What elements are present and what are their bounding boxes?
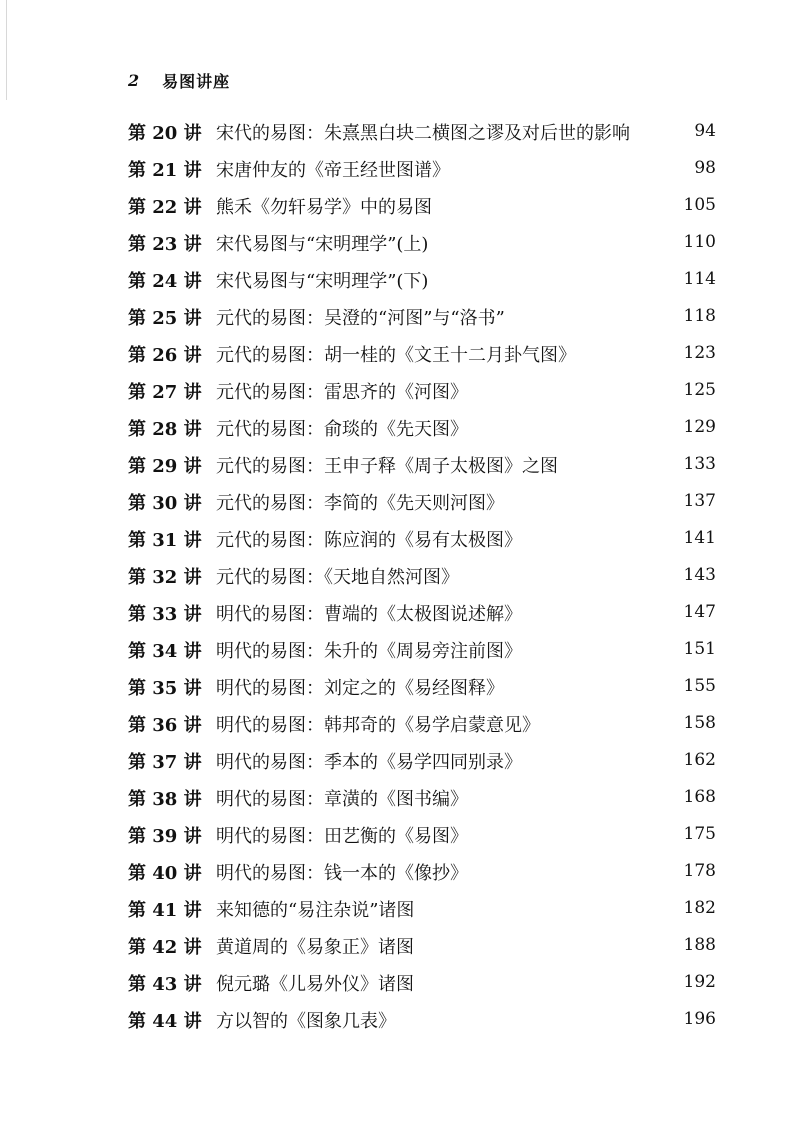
toc-entry <box>128 631 718 668</box>
lecture-page-number: 125 <box>683 380 716 400</box>
lecture-page-number: 123 <box>683 343 716 363</box>
lecture-number: 第 39 讲 <box>128 825 202 847</box>
toc-entry <box>128 520 718 557</box>
toc-entry <box>128 779 718 816</box>
toc-entry <box>128 668 718 705</box>
toc-entry <box>128 927 718 964</box>
lecture-title: 明代的易图：韩邦奇的《易学启蒙意见》 <box>216 714 540 736</box>
lecture-page-number: 98 <box>694 158 716 178</box>
lecture-page-number: 155 <box>683 676 716 696</box>
lecture-page-number: 118 <box>683 306 716 326</box>
lecture-title: 元代的易图：李简的《先天则河图》 <box>216 492 504 514</box>
toc-entry <box>128 446 718 483</box>
lecture-page-number: 168 <box>683 787 716 807</box>
lecture-page-number: 110 <box>683 232 716 252</box>
lecture-title: 倪元璐《儿易外仪》诸图 <box>216 973 414 995</box>
lecture-page-number: 137 <box>683 491 716 511</box>
lecture-title: 元代的易图：俞琰的《先天图》 <box>216 418 468 440</box>
lecture-number: 第 25 讲 <box>128 307 202 329</box>
lecture-title: 元代的易图：《天地自然河图》 <box>216 566 459 588</box>
lecture-title: 元代的易图：陈应润的《易有太极图》 <box>216 529 522 551</box>
lecture-page-number: 158 <box>683 713 716 733</box>
toc-entry <box>128 335 718 372</box>
lecture-title: 明代的易图：田艺衡的《易图》 <box>216 825 468 847</box>
toc-entry <box>128 594 718 631</box>
toc-entry <box>128 705 718 742</box>
lecture-number: 第 36 讲 <box>128 714 202 736</box>
toc-entry <box>128 853 718 890</box>
toc-entry <box>128 150 718 187</box>
lecture-number: 第 30 讲 <box>128 492 202 514</box>
toc-entry <box>128 890 718 927</box>
lecture-page-number: 114 <box>683 269 716 289</box>
toc-entry <box>128 298 718 335</box>
lecture-number: 第 26 讲 <box>128 344 202 366</box>
toc-entry <box>128 742 718 779</box>
lecture-page-number: 182 <box>683 898 716 918</box>
lecture-title: 宋唐仲友的《帝王经世图谱》 <box>216 159 450 181</box>
scan-edge-line <box>6 0 7 100</box>
lecture-title: 宋代的易图：朱熹黑白块二横图之谬及对后世的影响 <box>216 122 630 144</box>
lecture-title: 元代的易图：胡一桂的《文王十二月卦气图》 <box>216 344 576 366</box>
lecture-page-number: 188 <box>683 935 716 955</box>
lecture-number: 第 29 讲 <box>128 455 202 477</box>
toc-entry <box>128 964 718 1001</box>
lecture-title: 明代的易图：钱一本的《像抄》 <box>216 862 468 884</box>
lecture-title: 元代的易图：雷思齐的《河图》 <box>216 381 468 403</box>
header-page-number: 2 <box>128 70 141 90</box>
lecture-title: 明代的易图：曹端的《太极图说述解》 <box>216 603 522 625</box>
lecture-page-number: 192 <box>683 972 716 992</box>
lecture-page-number: 133 <box>683 454 716 474</box>
lecture-page-number: 94 <box>694 121 716 141</box>
toc-entry <box>128 224 718 261</box>
toc-entry <box>128 187 718 224</box>
toc-entry <box>128 483 718 520</box>
lecture-number: 第 28 讲 <box>128 418 202 440</box>
lecture-page-number: 178 <box>683 861 716 881</box>
lecture-number: 第 24 讲 <box>128 270 202 292</box>
lecture-title: 元代的易图：吴澄的“河图”与“洛书” <box>216 307 505 329</box>
toc-entry <box>128 1001 718 1038</box>
lecture-number: 第 40 讲 <box>128 862 202 884</box>
header-book-title: 易图讲座 <box>162 71 231 91</box>
lecture-title: 明代的易图：季本的《易学四同别录》 <box>216 751 522 773</box>
lecture-page-number: 151 <box>683 639 716 659</box>
lecture-page-number: 105 <box>683 195 716 215</box>
lecture-page-number: 141 <box>683 528 716 548</box>
lecture-number: 第 20 讲 <box>128 122 202 144</box>
lecture-title: 来知德的“易注杂说”诸图 <box>216 899 415 921</box>
lecture-page-number: 175 <box>683 824 716 844</box>
lecture-page-number: 129 <box>683 417 716 437</box>
lecture-number: 第 27 讲 <box>128 381 202 403</box>
lecture-number: 第 37 讲 <box>128 751 202 773</box>
toc-entry <box>128 409 718 446</box>
lecture-number: 第 43 讲 <box>128 973 202 995</box>
lecture-number: 第 21 讲 <box>128 159 202 181</box>
lecture-title: 方以智的《图象几表》 <box>216 1010 396 1032</box>
lecture-number: 第 41 讲 <box>128 899 202 921</box>
lecture-number: 第 33 讲 <box>128 603 202 625</box>
lecture-page-number: 143 <box>683 565 716 585</box>
toc-entry <box>128 557 718 594</box>
lecture-number: 第 44 讲 <box>128 1010 202 1032</box>
lecture-title: 明代的易图：朱升的《周易旁注前图》 <box>216 640 522 662</box>
toc-entry <box>128 372 718 409</box>
lecture-number: 第 23 讲 <box>128 233 202 255</box>
lecture-number: 第 32 讲 <box>128 566 202 588</box>
toc-entry <box>128 113 718 150</box>
lecture-number: 第 31 讲 <box>128 529 202 551</box>
lecture-page-number: 147 <box>683 602 716 622</box>
lecture-number: 第 38 讲 <box>128 788 202 810</box>
lecture-title: 宋代易图与“宋明理学”(上) <box>216 233 429 255</box>
lecture-page-number: 196 <box>683 1009 716 1029</box>
toc-entry <box>128 816 718 853</box>
toc-entry <box>128 261 718 298</box>
lecture-title: 熊禾《勿轩易学》中的易图 <box>216 196 432 218</box>
lecture-title: 明代的易图：章潢的《图书编》 <box>216 788 468 810</box>
lecture-title: 明代的易图：刘定之的《易经图释》 <box>216 677 504 699</box>
running-header <box>128 68 230 92</box>
lecture-title: 宋代易图与“宋明理学”(下) <box>216 270 429 292</box>
lecture-number: 第 35 讲 <box>128 677 202 699</box>
table-of-contents <box>128 113 718 1038</box>
lecture-title: 元代的易图：王申子释《周子太极图》之图 <box>216 455 558 477</box>
lecture-page-number: 162 <box>683 750 716 770</box>
lecture-number: 第 22 讲 <box>128 196 202 218</box>
lecture-title: 黄道周的《易象正》诸图 <box>216 936 414 958</box>
lecture-number: 第 34 讲 <box>128 640 202 662</box>
lecture-number: 第 42 讲 <box>128 936 202 958</box>
